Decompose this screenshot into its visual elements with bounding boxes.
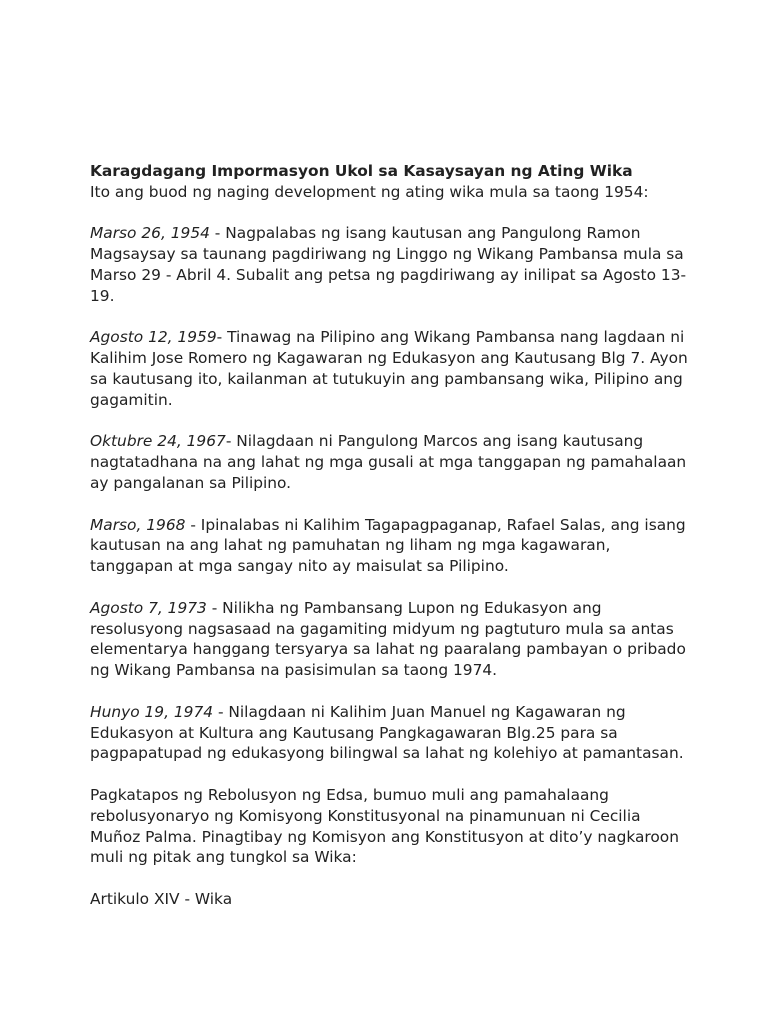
document-title: Karagdagang Impormasyon Ukol sa Kasaysayan ng Ating Wika [90,162,633,180]
entry-date: Oktubre 24, 1967 [90,432,226,451]
article-heading: Artikulo XIV - Wika [90,889,233,908]
timeline-entry [90,702,690,764]
entry-text: - Ipinalabas ni Kalihim Tagapagpaganap, Rafael Salas, ang isang kautusan na ang lahat ng pamuhatan ng liham ng mga kagawaran, tanggapan at mga sangay nito ay maisulat sa Pilipino. [90,515,686,576]
entry-text: - Nilagdaan ni Pangulong Marcos ang isang kautusang nagtatadhana na ang lahat ng mga gusali at mga tanggapan ng pamahalaan ay pangalanan sa Pilipino. [90,432,687,492]
entry-date: Marso, 1968 [90,515,186,534]
timeline-entry [90,598,690,681]
entry-date: Agosto 12, 1959 [90,328,217,347]
document-page [90,161,690,910]
timeline-entry [90,431,690,493]
timeline-entry [90,223,690,306]
document-intro: Ito ang buod ng naging development ng ating wika mula sa taong 1954: [90,182,649,201]
entry-date: Hunyo 19, 1974 [90,702,214,721]
entry-text: - Nagpalabas ng isang kautusan ang Pangulong Ramon Magsaysay sa taunang pagdiriwang ng Linggo ng Wikang Pambansa mula sa Marso 29 - Abril 4. Subalit ang petsa ng pagdiriwang ay inilipat sa Agosto 13-19. [90,224,687,305]
entry-text: - Tinawag na Pilipino ang Wikang Pambansa nang lagdaan ni Kalihim Jose Romero ng Kagawaran ng Edukasyon ang Kautusang Blg 7. Ayon sa kautusang ito, kailanman at tutukuyin ang pambansang wika, Pilipino ang gagamitin. [90,328,688,409]
entry-text: - Nilikha ng Pambansang Lupon ng Edukasyon ang resolusyong nagsasaad na gagamiting midyum ng pagtuturo mula sa antas elementarya hanggang tersyarya sa lahat ng paaralang pambayan o pribado ng Wikang Pambansa na pasisimulan sa taong 1974. [90,598,686,680]
entry-date: Agosto 7, 1973 [90,598,207,617]
timeline-entry [90,327,690,410]
entry-text: - Nilagdaan ni Kalihim Juan Manuel ng Kagawaran ng Edukasyon at Kultura ang Kautusang Pangkagawaran Blg.25 para sa pagpapatupad ng edukasyong bilingwal sa lahat ng kolehiyo at pamantasan. [90,702,684,763]
closing-paragraph: Pagkatapos ng Rebolusyon ng Edsa, bumuo muli ang pamahalaang rebolusyonaryo ng Komisyong Konstitusyonal na pinamunuan ni Cecilia Muñoz Palma. Pinagtibay ng Komisyon ang Konstitusyon at dito’y nagkaroon muli ng pitak ang tungkol sa Wika: [90,785,679,867]
timeline-entry [90,515,690,577]
entry-date: Marso 26, 1954 [90,224,210,243]
